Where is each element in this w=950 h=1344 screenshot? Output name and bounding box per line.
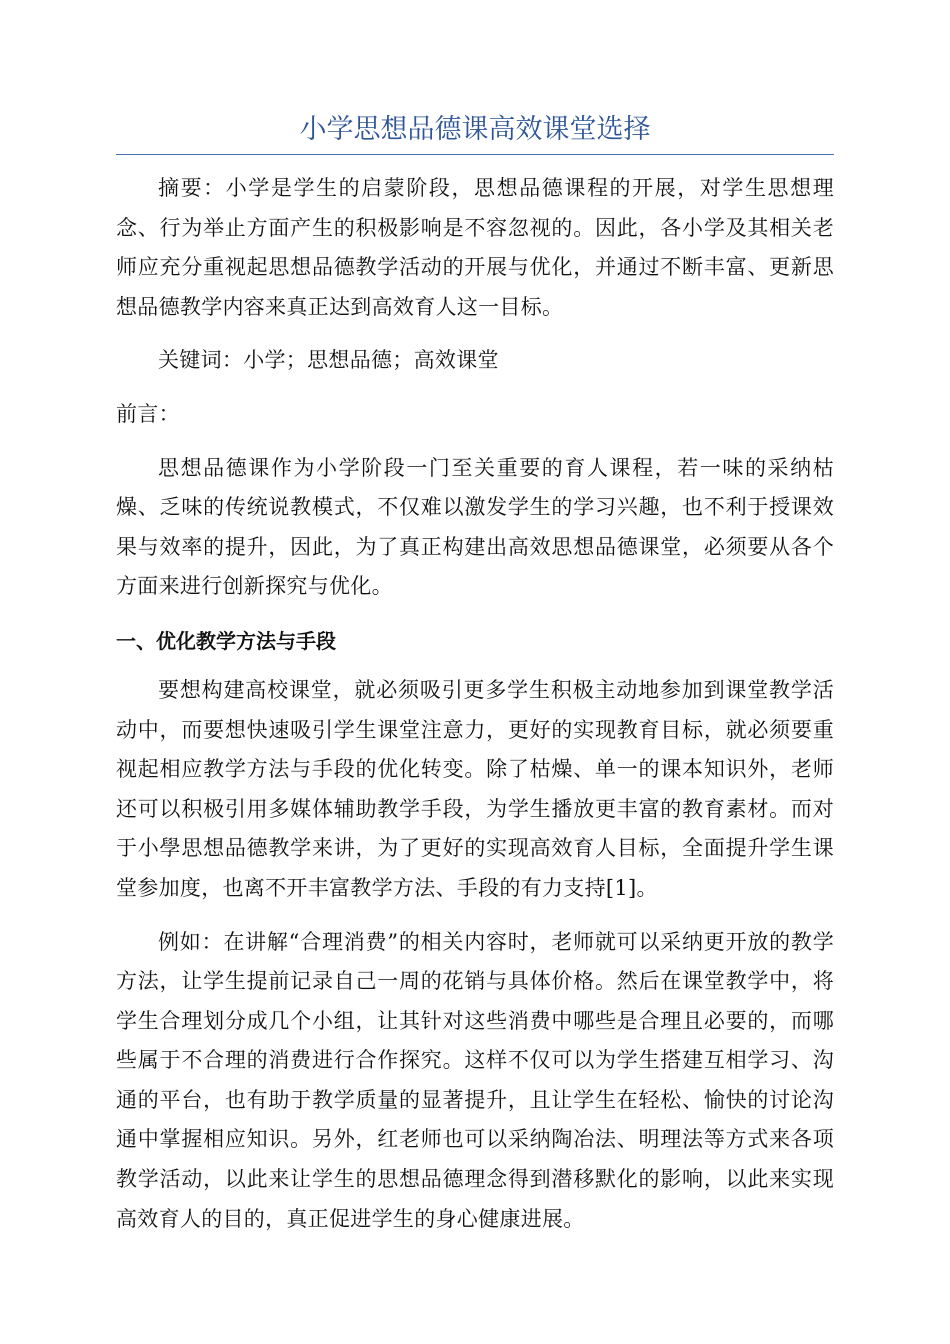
title-underline bbox=[116, 154, 834, 155]
section-heading-1: 一、优化教学方法与手段 bbox=[116, 628, 336, 653]
section1-paragraph-1: 要想构建高校课堂，就必须吸引更多学生积极主动地参加到课堂教学活动中，而要想快速吸引学生课堂注意力，更好的实现教育目标，就必须要重视起相应教学方法与手段的优化转变。除了枯燥、单一的课本知识外，老师还可以积极引用多媒体辅助教学手段，为学生播放更丰富的教育素材。而对于小學思想品德教学来讲，为了更好的实现高效育人目标，全面提升学生课堂参加度，也离不开丰富教学方法、手段的有力支持[1]。 bbox=[116, 677, 834, 900]
preface-label: 前言： bbox=[116, 401, 180, 426]
preface-paragraph: 思想品德课作为小学阶段一门至关重要的育人课程，若一味的采纳枯燥、乏味的传统说教模式，不仅难以激发学生的学习兴趣，也不利于授课效果与效率的提升，因此，为了真正构建出高效思想品德课堂，必须要从各个方面来进行创新探究与优化。 bbox=[116, 455, 834, 599]
keywords-paragraph: 关键词：小学；思想品德；高效课堂 bbox=[158, 348, 499, 373]
document-title: 小学思想品德课高效课堂选择 bbox=[299, 114, 651, 145]
document-page bbox=[116, 110, 834, 1253]
abstract-paragraph: 摘要：小学是学生的启蒙阶段，思想品德课程的开展，对学生思想理念、行为举止方面产生的积极影响是不容忽视的。因此，各小学及其相关老师应充分重视起思想品德教学活动的开展与优化，并通过不断丰富、更新思想品德教学内容来真正达到高效育人这一目标。 bbox=[116, 176, 834, 319]
section1-paragraph-2: 例如：在讲解“合理消费”的相关内容时，老师就可以采纳更开放的教学方法，让学生提前记录自己一周的花销与具体价格。然后在课堂教学中，将学生合理划分成几个小组，让其针对这些消费中哪些是合理且必要的，而哪些属于不合理的消费进行合作探究。这样不仅可以为学生搭建互相学习、沟通的平台，也有助于教学质量的显著提升，且让学生在轻松、愉快的讨论沟通中掌握相应知识。另外，红老师也可以采纳陶冶法、明理法等方式来各项教学活动，以此来让学生的思想品德理念得到潜移默化的影响，以此来实现高效育人的目的，真正促进学生的身心健康进展。 bbox=[116, 929, 834, 1231]
